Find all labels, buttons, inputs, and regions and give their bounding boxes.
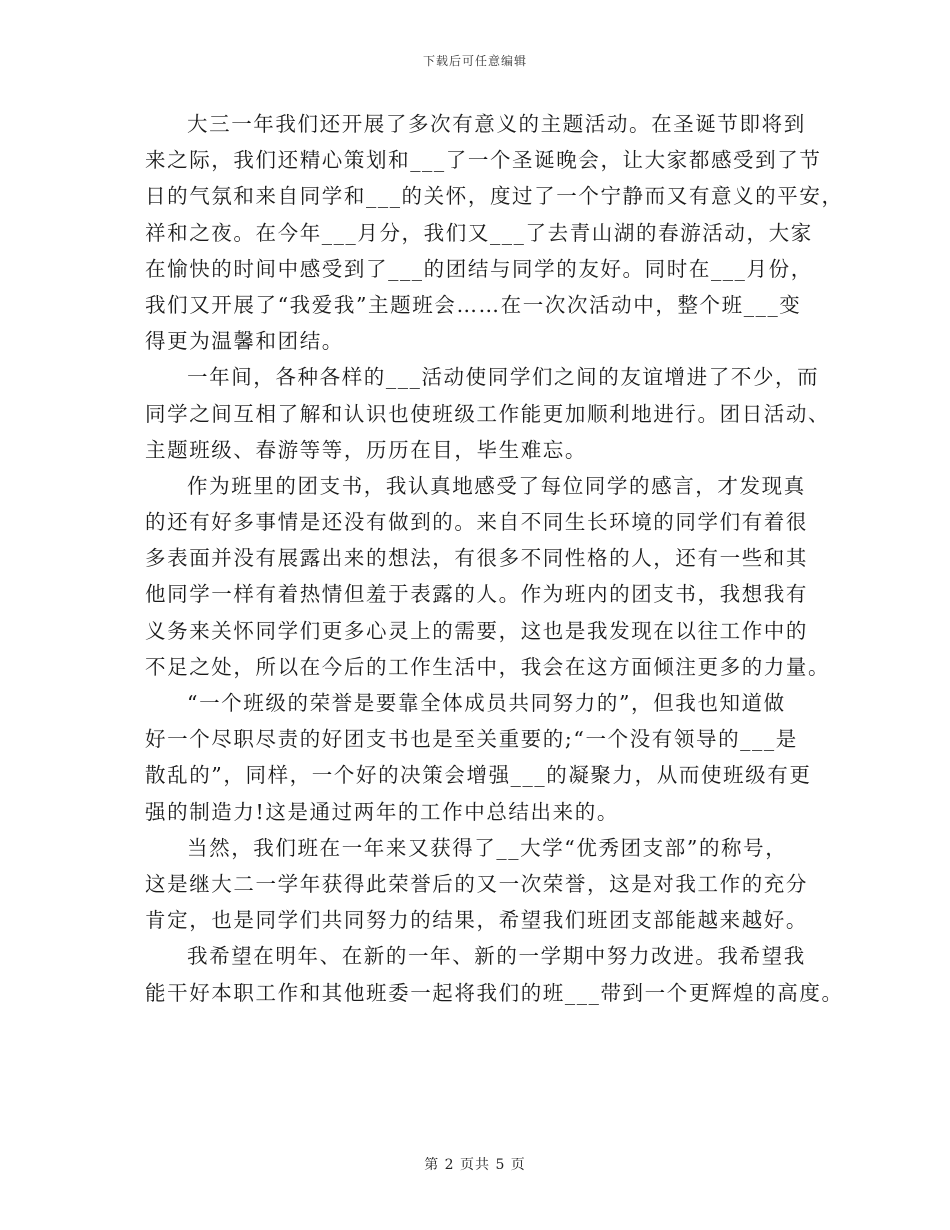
paragraph-line: 日的气氛和来自同学和___的关怀，度过了一个宁静而又有意义的平安， [145,184,844,209]
paragraph-line: 得更为温馨和团结。 [145,329,344,354]
paragraph-line: 他同学一样有着热情但羞于表露的人。作为班内的团支书，我想我有 [145,582,808,607]
paragraph-line: 的还有好多事情是还没有做到的。来自不同生长环境的同学们有着很 [145,510,808,535]
paragraph-line: 能干好本职工作和其他班委一起将我们的班___带到一个更辉煌的高度。 [145,980,844,1005]
paragraph-first-line: 当然，我们班在一年来又获得了__大学“优秀团支部”的称号， [187,835,788,860]
paragraph-line: 多表面并没有展露出来的想法，有很多不同性格的人，还有一些和其 [145,546,808,571]
page-number: 第 2 页共 5 页 [424,1157,526,1173]
paragraph-first-line: 作为班里的团支书，我认真地感受了每位同学的感言，才发现真 [187,473,806,498]
paragraph-line: 强的制造力!这是通过两年的工作中总结出来的。 [145,799,619,824]
paragraph-line: 好一个尽职尽责的好团支书也是至关重要的;“一个没有领导的___是 [145,727,798,752]
paragraph-first-line: 我希望在明年、在新的一年、新的一学期中努力改进。我希望我 [187,944,806,969]
paragraph-first-line: 大三一年我们还开展了多次有意义的主题活动。在圣诞节即将到 [187,112,806,136]
document-body [145,106,844,1011]
paragraph-line: 在愉快的时间中感受到了___的团结与同学的友好。同时在___月份， [145,256,813,281]
paragraph-line: 来之际，我们还精心策划和___了一个圣诞晚会，让大家都感受到了节 [145,148,822,173]
paragraph-line: 义务来关怀同学们更多心灵上的需要，这也是我发现在以往工作中的 [145,618,808,643]
paragraph-line: 我们又开展了“我爱我”主题班会……在一次次活动中，整个班___变 [145,292,802,317]
paragraph-line: 同学之间互相了解和认识也使班级工作能更加顺利地进行。团日活动、 [145,401,831,426]
paragraph-line: 主题班级、春游等等，历历在目，毕生难忘。 [145,437,587,462]
paragraph-line: 祥和之夜。在今年___月分，我们又___了去青山湖的春游活动，大家 [145,220,813,245]
paragraph-line: 肯定，也是同学们共同努力的结果，希望我们班团支部能越来越好。 [145,908,808,933]
paragraph-first-line: “一个班级的荣誉是要靠全体成员共同努力的”，但我也知道做 [187,691,786,715]
page-header: 下载后可任意编辑 [422,54,527,68]
paragraph-line: 这是继大二一学年获得此荣誉后的又一次荣誉，这是对我工作的充分 [145,871,808,896]
paragraph-line: 不足之处，所以在今后的工作生活中，我会在这方面倾注更多的力量。 [145,654,831,679]
paragraph-line: 散乱的”，同样，一个好的决策会增强___的凝聚力，从而使班级有更 [145,763,812,788]
paragraph-first-line: 一年间，各种各样的___活动使同学们之间的友谊增进了不少，而 [187,365,820,390]
